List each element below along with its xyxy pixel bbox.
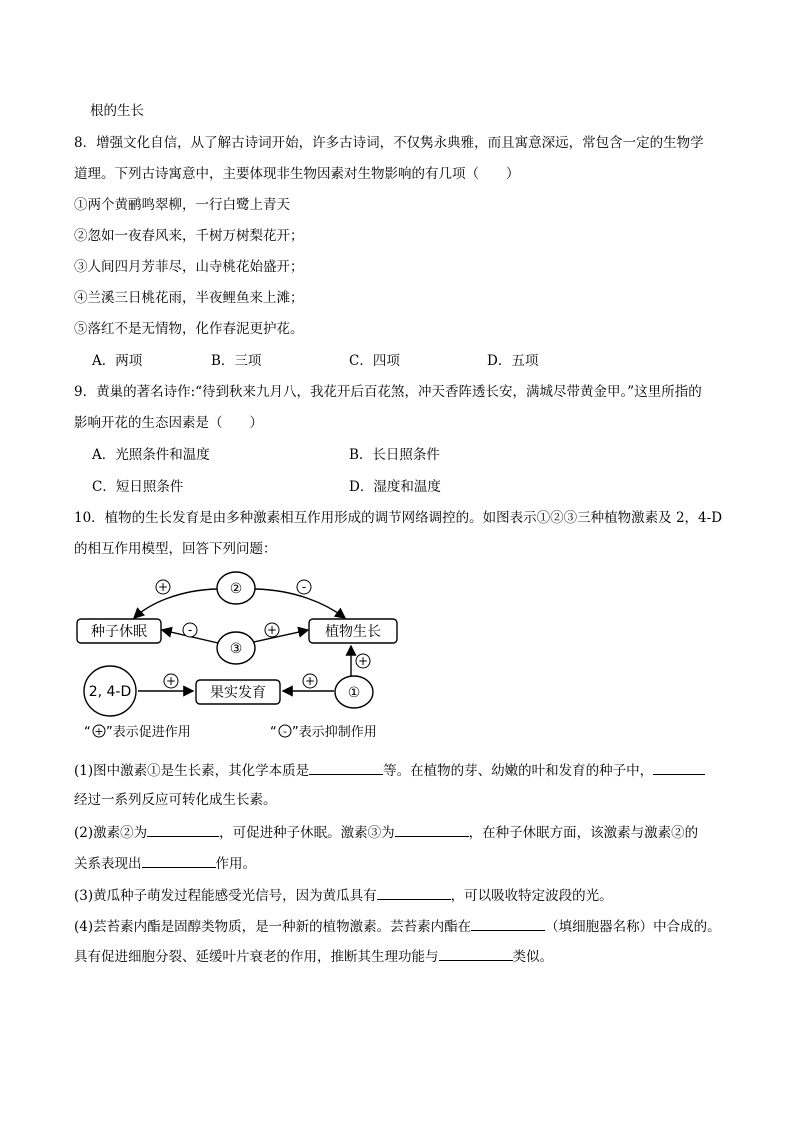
q10-sub4-line1	[74, 916, 721, 936]
q8-option-b[interactable]: B．三项	[211, 353, 262, 369]
node-fruit-development-label: 果实发育	[210, 685, 266, 701]
answer-blank-2[interactable]	[653, 760, 705, 775]
q8-poem-2: ②忽如一夜春风来，千树万树梨花开；	[74, 228, 304, 244]
q10-sub4-text-a: (4)芸苔素内酯是固醇类物质，是一种新的植物激素。芸苔素内酯在	[74, 919, 472, 935]
q9-option-b[interactable]: B．长日照条件	[349, 447, 440, 463]
node-plant-growth-label: 植物生长	[325, 624, 381, 640]
q8-poem-3: ③人间四月芳菲尽，山寺桃花始盛开；	[74, 259, 304, 275]
q10-sub3-text-a: (3)黄瓜种子萌发过程能感受光信号，因为黄瓜具有	[74, 888, 377, 904]
q8-option-c[interactable]: C．四项	[349, 353, 400, 369]
legend-plus-symbol: +	[94, 725, 104, 738]
q10-sub4-line2	[74, 946, 553, 966]
node-seed-dormancy-label: 种子休眠	[91, 624, 147, 640]
q10-sub3-line1	[74, 885, 613, 905]
q9-stem-line1: 9．黄巢的著名诗作:“待到秋来九月八，我花开后百花煞，冲天香阵透长安，满城尽带黄金甲。”这里所指的	[74, 384, 702, 400]
q8-poem-4: ④兰溪三日桃花雨，半夜鲤鱼来上滩；	[74, 290, 304, 306]
q8-poem-5: ⑤落红不是无情物，化作春泥更护花。	[74, 321, 304, 337]
q9-option-c[interactable]: C．短日照条件	[92, 479, 184, 495]
q10-stem-line2: 的相互作用模型，回答下列问题：	[74, 541, 277, 557]
legend-promote-text: ”表示促进作用	[106, 725, 191, 740]
arrow-h2-to-growth	[255, 589, 345, 618]
arrow-h2-to-seed	[134, 589, 217, 618]
legend-minus-symbol: -	[283, 725, 287, 738]
q8-stem-line1: 8．增强文化自信，从了解古诗词开始，许多古诗词，不仅隽永典雅，而且寓意深远，常包含一定的生物学	[74, 135, 704, 151]
sign-minus-h3-seed: -	[187, 623, 193, 637]
hormone-interaction-diagram	[70, 568, 410, 748]
hormone-3-label: ③	[229, 641, 243, 657]
q9-option-a[interactable]: A．光照条件和温度	[92, 447, 210, 463]
q10-sub2-text-c: ，在种子休眠方面，该激素与激素②的	[468, 825, 699, 841]
q10-sub3-text-b: ，可以吸收特定波段的光。	[450, 888, 613, 904]
arrow-h3-to-growth	[254, 630, 308, 642]
answer-blank-4[interactable]	[395, 822, 469, 837]
answer-blank-7[interactable]	[471, 916, 545, 931]
q10-sub4-text-b: （填细胞器名称）中合成的。	[545, 919, 721, 935]
node-24d-label: 2, 4-D	[88, 684, 132, 700]
q10-sub4-text-c: 具有促进细胞分裂、延缓叶片衰老的作用，推断其生理功能与	[74, 949, 439, 965]
q10-sub1-text-b: 等。在植物的芽、幼嫩的叶和发育的种子中，	[383, 763, 654, 779]
q10-stem-line1: 10．植物的生长发育是由多种激素相互作用形成的调节网络调控的。如图表示①②③三种植物激素及 2，4-D	[74, 510, 723, 526]
q8-option-a[interactable]: A．两项	[92, 353, 143, 369]
legend-inhibit-open-quote: “	[270, 725, 277, 740]
q10-sub2-text-b: ，可促进种子休眠。激素③为	[219, 825, 395, 841]
answer-blank-1[interactable]	[309, 760, 383, 775]
q10-sub1-line1	[74, 760, 705, 780]
q8-poem-1: ①两个黄鹂鸣翠柳，一行白鹭上青天	[74, 197, 290, 213]
q10-sub1-line2: 经过一系列反应可转化成生长素。	[74, 792, 277, 808]
sign-plus-h1-fruit: +	[304, 674, 316, 688]
q10-sub2-line2	[74, 853, 256, 873]
hormone-2-label: ②	[229, 581, 243, 597]
answer-blank-5[interactable]	[142, 853, 216, 868]
sign-minus-h2-growth: -	[301, 580, 307, 594]
answer-blank-6[interactable]	[377, 885, 451, 900]
q10-sub2-text-e: 作用。	[215, 856, 256, 872]
sign-plus-h3-growth: +	[266, 623, 278, 637]
q10-sub4-text-d: 类似。	[512, 949, 553, 965]
legend-promote-open-quote: “	[84, 725, 91, 740]
legend-inhibit-text: ”表示抑制作用	[292, 725, 377, 740]
hormone-1-label: ①	[347, 685, 361, 701]
q8-option-d[interactable]: D．五项	[487, 353, 539, 369]
answer-blank-8[interactable]	[439, 946, 513, 961]
sign-plus-h2-seed: +	[157, 580, 169, 594]
q10-sub2-text-a: (2)激素②为	[74, 825, 148, 841]
q9-option-d[interactable]: D．湿度和温度	[349, 479, 441, 495]
prev-question-tail: 根的生长	[90, 103, 144, 119]
q10-sub2-text-d: 关系表现出	[74, 856, 142, 872]
q10-sub2-line1	[74, 822, 698, 842]
sign-plus-h1-growth: +	[357, 654, 369, 668]
answer-blank-3[interactable]	[147, 822, 219, 837]
q8-stem-line2: 道理。下列古诗寓意中，主要体现非生物因素对生物影响的有几项（ ）	[74, 166, 520, 182]
sign-plus-24d-fruit: +	[165, 674, 177, 688]
q9-stem-line2: 影响开花的生态因素是（ ）	[74, 415, 263, 431]
q10-sub1-text-a: (1)图中激素①是生长素，其化学本质是	[74, 763, 310, 779]
